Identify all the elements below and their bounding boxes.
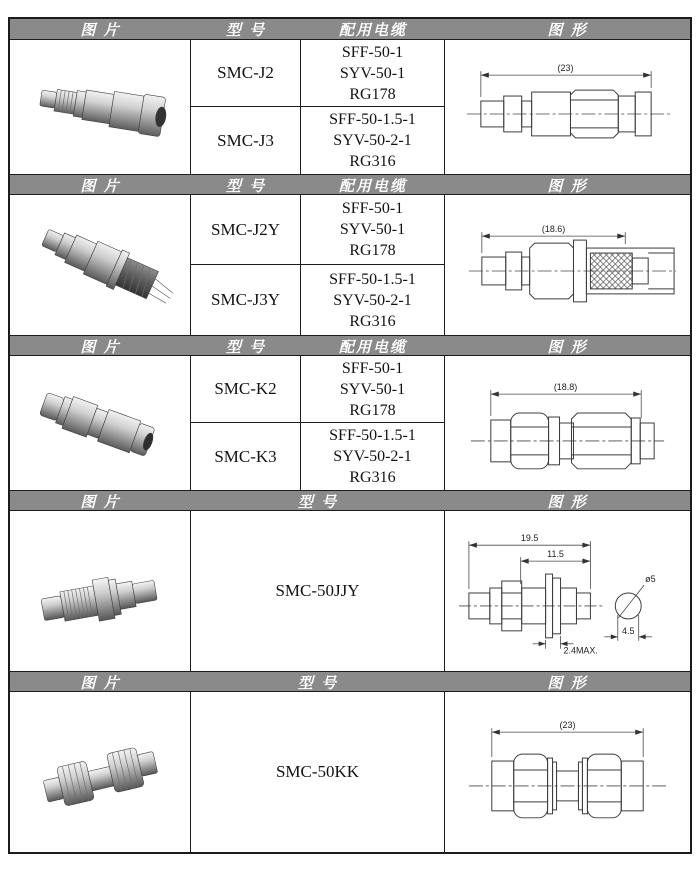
- model-cell: [191, 265, 301, 335]
- technical-drawing-smc-50jjy: [445, 511, 690, 671]
- header-cable: 配用电缆: [338, 339, 407, 356]
- section-smc-50jjy: [10, 490, 690, 671]
- model-label: SMC-K2: [214, 379, 277, 398]
- cable-line: SFF-50-1: [341, 43, 404, 61]
- section-header: [10, 174, 690, 195]
- cable-line: SYV-50-1: [339, 380, 406, 398]
- cable-cell: [301, 107, 445, 174]
- product-photo-smc-50kk: [10, 692, 190, 852]
- cable-line: SFF-50-1.5-1: [329, 270, 416, 288]
- dimension-label: (23): [559, 720, 576, 731]
- model-label: SMC-J3: [217, 130, 274, 150]
- header-model: 型 号: [225, 178, 267, 195]
- technical-drawing-cell: [445, 195, 690, 335]
- cable-line: SYV-50-1: [339, 64, 406, 82]
- section-header: [10, 490, 690, 511]
- header-drawing: 图 形: [547, 22, 588, 39]
- product-photo-smc-k: [10, 356, 190, 490]
- cable-line: SYV-50-2-1: [333, 132, 412, 149]
- dimension-label: 4.5: [622, 625, 635, 636]
- model-label: SMC-K3: [214, 446, 277, 466]
- section-header: [10, 671, 690, 692]
- product-photo-smc-50jjy: [10, 511, 190, 671]
- product-photo-cell: [10, 40, 191, 174]
- model-cell: [191, 40, 301, 107]
- header-picture: 图 片: [80, 178, 121, 195]
- dimension-label: (18.8): [553, 382, 578, 393]
- cable-line: SYV-50-1: [339, 221, 406, 238]
- section-smc-jy: [10, 174, 690, 335]
- dimension-label: 2.4MAX.: [563, 645, 598, 656]
- cable-line: RG178: [349, 401, 396, 419]
- product-photo-cell: [10, 511, 191, 671]
- cable-line: RG316: [349, 153, 396, 170]
- technical-drawing-smc-jy: [445, 195, 690, 335]
- product-photo-smc-jy: [10, 195, 190, 335]
- model-cell: [191, 195, 301, 265]
- model-cell: [191, 356, 301, 423]
- section-smc-50kk: [10, 671, 690, 852]
- cable-line: RG316: [349, 312, 396, 330]
- section-header: [10, 335, 690, 356]
- cable-cell: [301, 40, 445, 107]
- product-photo-cell: [10, 692, 191, 852]
- cable-cell: [301, 265, 445, 335]
- header-model: 型 号: [225, 339, 267, 356]
- model-label: SMC-J2: [217, 63, 274, 82]
- technical-drawing-smc-k: [445, 356, 690, 490]
- section-smc-k: [10, 335, 690, 490]
- cable-line: SYV-50-2-1: [333, 448, 412, 465]
- header-picture: 图 片: [80, 675, 121, 692]
- model-label: SMC-J3Y: [211, 290, 280, 309]
- header-picture: 图 片: [80, 22, 121, 39]
- header-model: 型 号: [297, 494, 339, 511]
- technical-drawing-cell: [445, 40, 690, 174]
- header-cable: 配用电缆: [338, 22, 407, 39]
- cable-line: SFF-50-1.5-1: [329, 111, 416, 128]
- section-header: [10, 19, 690, 40]
- cable-line: RG178: [349, 242, 396, 259]
- dimension-label: (23): [557, 63, 574, 74]
- header-cable: 配用电缆: [338, 178, 407, 195]
- technical-drawing-cell: [445, 692, 690, 852]
- cable-line: SFF-50-1.5-1: [329, 427, 416, 444]
- header-picture: 图 片: [80, 494, 121, 511]
- product-photo-cell: [10, 356, 191, 490]
- cable-cell: [301, 423, 445, 490]
- cable-line: SFF-50-1: [341, 200, 404, 217]
- model-cell: [191, 692, 445, 852]
- model-cell: [191, 511, 445, 671]
- header-model: 型 号: [225, 22, 267, 39]
- header-picture: 图 片: [80, 339, 121, 356]
- model-label: SMC-50JJY: [275, 581, 360, 600]
- cable-line: RG178: [349, 85, 396, 103]
- cable-line: SYV-50-2-1: [333, 291, 412, 309]
- technical-drawing-cell: [445, 356, 690, 490]
- technical-drawing-smc-j: [445, 40, 690, 174]
- dimension-label: ø5: [645, 574, 656, 585]
- cable-line: RG316: [349, 469, 396, 486]
- technical-drawing-smc-50kk: [445, 692, 690, 852]
- model-label: SMC-50KK: [275, 762, 360, 781]
- cable-line: SFF-50-1: [341, 359, 404, 377]
- connector-catalog-table: [8, 17, 692, 854]
- header-drawing: 图 形: [547, 675, 588, 692]
- product-photo-smc-j: [10, 40, 190, 174]
- dimension-label: (18.6): [541, 224, 566, 235]
- header-drawing: 图 形: [547, 178, 588, 195]
- dimension-label: 19.5: [520, 533, 539, 544]
- product-photo-cell: [10, 195, 191, 335]
- cable-cell: [301, 195, 445, 265]
- header-drawing: 图 形: [547, 494, 588, 511]
- header-drawing: 图 形: [547, 339, 588, 356]
- cable-cell: [301, 356, 445, 423]
- model-cell: [191, 107, 301, 174]
- technical-drawing-cell: [445, 511, 690, 671]
- model-cell: [191, 423, 301, 490]
- header-model: 型 号: [297, 675, 339, 692]
- dimension-label: 11.5: [547, 549, 564, 560]
- model-label: SMC-J2Y: [211, 219, 280, 239]
- section-smc-j: [10, 19, 690, 174]
